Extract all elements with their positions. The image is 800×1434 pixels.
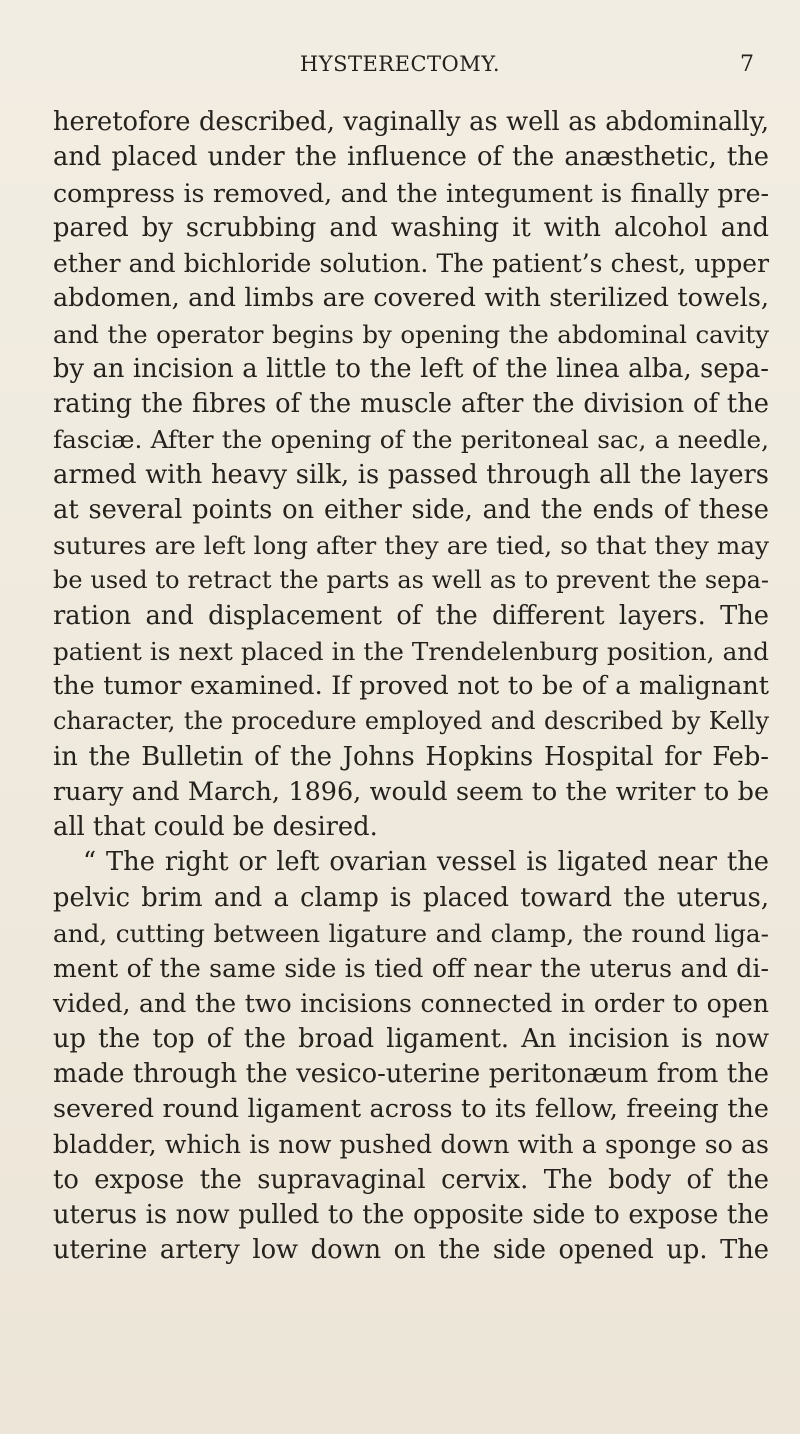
text-line: armed with heavy silk, is passed through all the layers [53, 459, 769, 490]
text-line: to expose the supravaginal cervix. The body of the [53, 1164, 769, 1195]
text-line: uterine artery low down on the side opened up. The [53, 1235, 769, 1265]
text-line: in the Bulletin of the Johns Hopkins Hospital for Feb- [53, 741, 769, 772]
text-line: ration and displacement of the different layers. The [53, 600, 769, 631]
text-line: severed round ligament across to its fellow, freeing the [53, 1094, 769, 1124]
text-line: and the operator begins by opening the abdominal cavity [53, 319, 769, 349]
text-line: at several points on either side, and the ends of these [53, 494, 769, 525]
text-line: by an incision a little to the left of the linea alba, sepa- [53, 353, 769, 384]
text-line: character, the procedure employed and described by Kelly [53, 707, 769, 736]
text-line: patient is next placed in the Trendelenburg position, and [53, 636, 769, 666]
text-line: bladder, which is now pushed down with a sponge so as [53, 1130, 769, 1160]
text-line: compress is removed, and the integument is finally pre- [53, 178, 769, 208]
page-header [0, 52, 800, 82]
text-line: up the top of the broad ligament. An incision is now [53, 1023, 769, 1054]
text-line: and placed under the influence of the anæsthetic, the [53, 142, 769, 173]
text-line: the tumor examined. If proved not to be of a malignant [53, 671, 769, 701]
text-line: ruary and March, 1896, would seem to the writer to be [53, 776, 769, 807]
text-line: vided, and the two incisions connected in order to open [53, 989, 769, 1019]
text-line: rating the fibres of the muscle after the division of the [53, 389, 769, 419]
text-line: sutures are left long after they are tied, so that they may [53, 531, 769, 560]
text-line: fasciæ. After the opening of the peritoneal sac, a needle, [53, 425, 769, 455]
text-line: made through the vesico-uterine peritonæum from the [53, 1058, 769, 1089]
text-line: and, cutting between ligature and clamp, the round liga- [53, 918, 769, 948]
text-line: pelvic brim and a clamp is placed toward the uterus, [53, 882, 769, 913]
text-line: heretofore described, vaginally as well as abdominally, [53, 107, 769, 137]
text-line: abdomen, and limbs are covered with sterilized towels, [53, 283, 769, 314]
text-line: pared by scrubbing and washing it with alcohol and [53, 212, 769, 243]
page-number: 7 [740, 52, 754, 77]
paragraph-2 [53, 845, 769, 1268]
text-line: “ The right or left ovarian vessel is ligated near the [83, 847, 769, 878]
text-line: be used to retract the parts as well as to prevent the sepa- [53, 566, 769, 595]
text-line: all that could be desired. [53, 812, 378, 842]
paragraph-1 [53, 105, 769, 845]
body-text [53, 105, 769, 1268]
text-line: ether and bichloride solution. The patient’s chest, upper [53, 249, 769, 278]
text-line: ment of the same side is tied off near the uterus and di- [53, 954, 769, 983]
text-line: uterus is now pulled to the opposite side to expose the [53, 1199, 769, 1230]
running-head: HYSTERECTOMY. [299, 52, 501, 76]
